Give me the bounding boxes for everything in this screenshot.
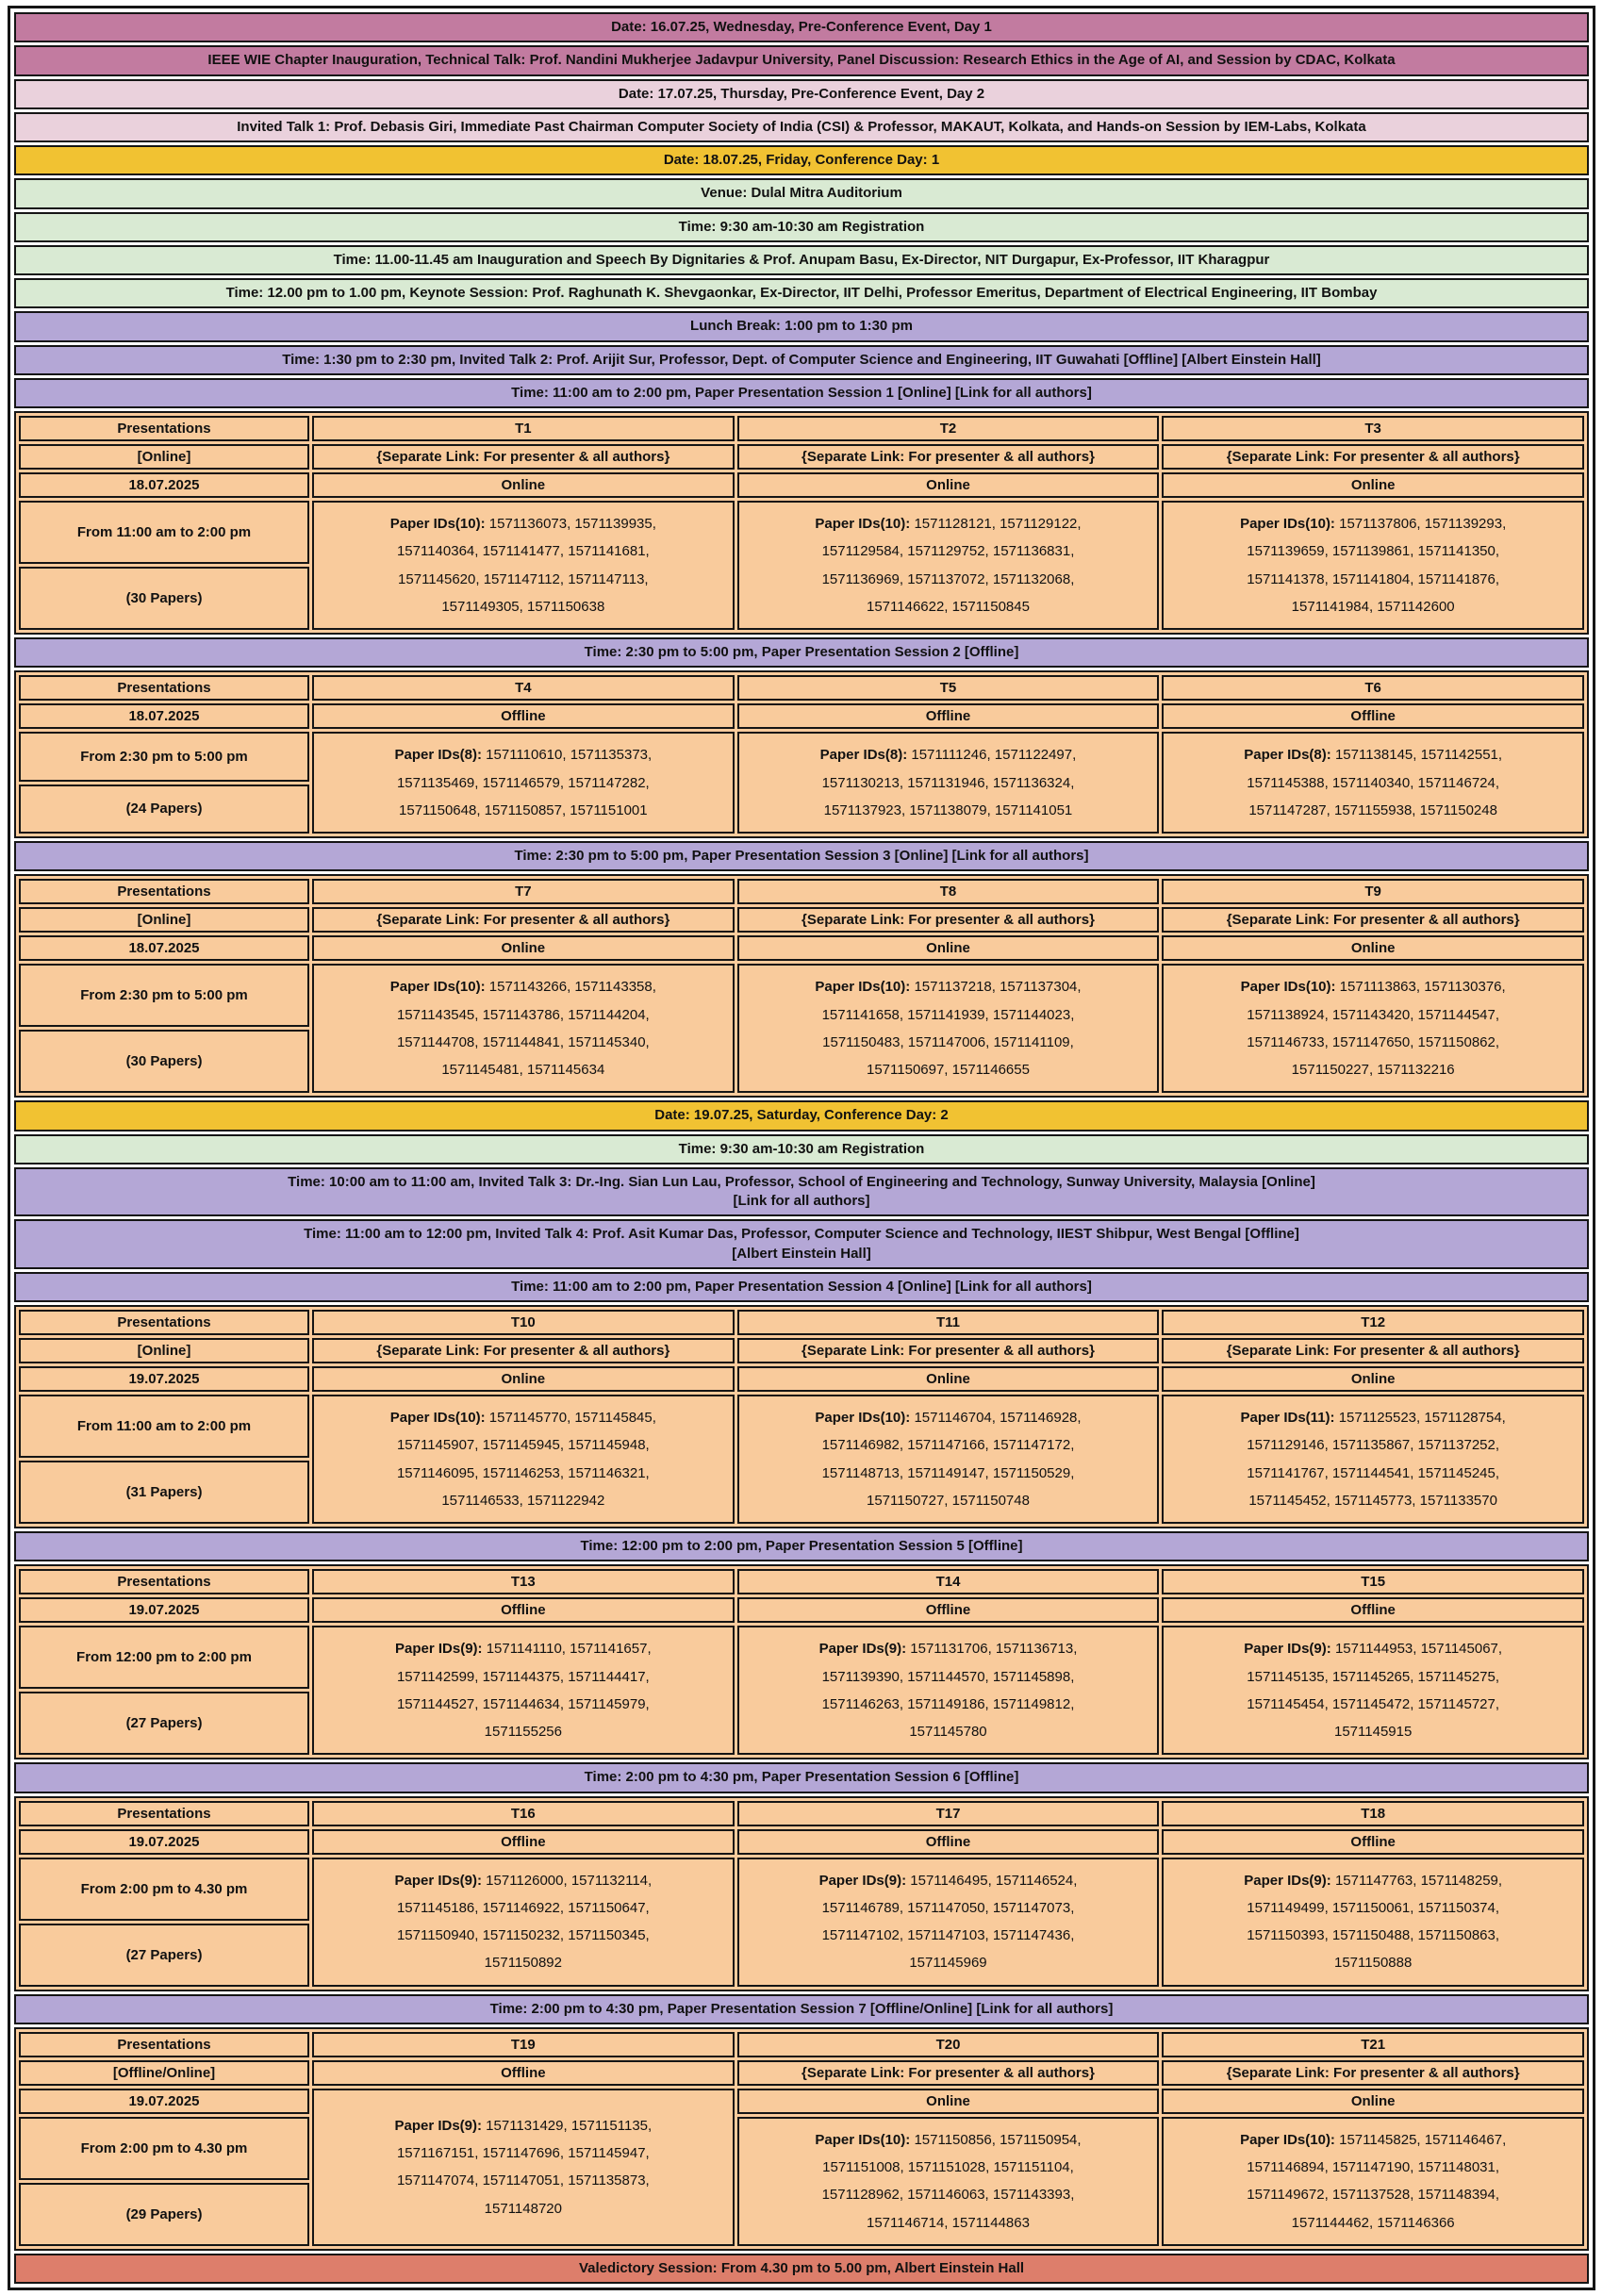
session-6-header: Time: 2:00 pm to 4:30 pm, Paper Presentation Session 6 [Offline] <box>14 1762 1589 1792</box>
paper-ids-cell-t16 <box>312 1858 735 1987</box>
paper-ids-list: 1571131706, 1571136713, 1571139390, 1571144570, 1571145898, 1571146263, 1571149186, 1571149812, 1571145780 <box>821 1641 1078 1740</box>
session-4-grid <box>14 1305 1589 1528</box>
banner-conference-day1-date: Date: 18.07.25, Friday, Conference Day: 1 <box>14 145 1589 175</box>
presentations-label: Presentations <box>19 416 309 441</box>
session-6-grid <box>14 1796 1589 1991</box>
banner-invited-talk-2: Time: 1:30 pm to 2:30 pm, Invited Talk 2: Prof. Arijit Sur, Professor, Dept. of Computer Science and Engineering, IIT Guwahati [Offline] [Albert Einstein Hall] <box>14 345 1589 375</box>
paper-ids-label: Paper IDs(10): <box>389 516 486 532</box>
paper-ids-list: 1571141110, 1571141657, 1571142599, 1571144375, 1571144417, 1571144527, 1571144634, 1571145979, 1571155256 <box>396 1641 652 1740</box>
session-1-header: Time: 11:00 am to 2:00 pm, Paper Presentation Session 1 [Online] [Link for all authors] <box>14 378 1589 408</box>
paper-ids-list: 1571113863, 1571130376, 1571138924, 1571143420, 1571144547, 1571146733, 1571147650, 1571150862, 1571150227, 1571132216 <box>1247 979 1506 1078</box>
status-cell: Online <box>1162 472 1584 498</box>
time-range-cell: From 2:30 pm to 5:00 pm <box>19 732 309 781</box>
session-3-grid <box>14 874 1589 1098</box>
paper-ids-label: Paper IDs(10): <box>815 2131 911 2148</box>
paper-ids-list: 1571136073, 1571139935, 1571140364, 1571141477, 1571141681, 1571145620, 1571147112, 1571147113, 1571149305, 1571150638 <box>396 516 656 615</box>
track-header-t19: T19 <box>312 2032 735 2057</box>
paper-ids-label: Paper IDs(9): <box>1244 1872 1331 1889</box>
paper-ids-label: Paper IDs(9): <box>394 2117 482 2134</box>
paper-ids-label: Paper IDs(9): <box>1244 1641 1331 1658</box>
status-cell: Online <box>312 472 735 498</box>
paper-ids-cell-t13 <box>312 1626 735 1755</box>
paper-count-cell: (27 Papers) <box>19 1924 309 1987</box>
track-header-t17: T17 <box>737 1801 1160 1826</box>
status-cell: Offline <box>312 1597 735 1623</box>
separate-link-cell: {Separate Link: For presenter & all authors} <box>1162 444 1584 470</box>
paper-ids-label: Paper IDs(9): <box>818 1641 907 1658</box>
track-header-t4: T4 <box>312 675 735 701</box>
paper-ids-label: Paper IDs(11): <box>1240 1410 1335 1426</box>
paper-ids-cell-t12 <box>1162 1395 1584 1524</box>
conference-schedule-table <box>8 6 1595 2290</box>
paper-ids-label: Paper IDs(10): <box>389 1410 486 1426</box>
paper-ids-label: Paper IDs(10): <box>1240 516 1335 532</box>
status-cell: Online <box>1162 2089 1584 2114</box>
banner-inauguration: Time: 11.00-11.45 am Inauguration and Speech By Dignitaries & Prof. Anupam Basu, Ex-Director, NIT Durgapur, Ex-Professor, IIT Kharagpur <box>14 245 1589 275</box>
separate-link-cell: {Separate Link: For presenter & all authors} <box>1162 1338 1584 1363</box>
track-header-t12: T12 <box>1162 1310 1584 1335</box>
paper-ids-label: Paper IDs(9): <box>818 1872 907 1889</box>
paper-ids-cell-t18 <box>1162 1858 1584 1987</box>
paper-ids-list: 1571111246, 1571122497, 1571130213, 1571131946, 1571136324, 1571137923, 1571138079, 1571141051 <box>821 747 1077 818</box>
paper-ids-cell-t9 <box>1162 964 1584 1093</box>
status-cell: Online <box>737 1366 1160 1392</box>
status-cell: Online <box>312 1366 735 1392</box>
banner-invited-talk-4 <box>14 1219 1589 1269</box>
status-cell: Offline <box>1162 703 1584 729</box>
paper-ids-cell-t3 <box>1162 501 1584 630</box>
status-cell: Offline <box>1162 1597 1584 1623</box>
paper-ids-label: Paper IDs(9): <box>394 1872 482 1889</box>
status-cell: Offline <box>1162 1829 1584 1855</box>
status-cell-t19: Offline <box>312 2060 735 2086</box>
banner-conference-day2-date: Date: 19.07.25, Saturday, Conference Day: 2 <box>14 1100 1589 1131</box>
presentations-label: Presentations <box>19 675 309 701</box>
paper-ids-list: 1571138145, 1571142551, 1571145388, 1571140340, 1571146724, 1571147287, 1571155938, 1571150248 <box>1247 747 1503 818</box>
session-1-grid <box>14 411 1589 635</box>
paper-ids-cell-t17 <box>737 1858 1160 1987</box>
invited-talk-3-line2: [Link for all authors] <box>733 1193 870 1209</box>
track-header-t1: T1 <box>312 416 735 441</box>
banner-venue: Venue: Dulal Mitra Auditorium <box>14 178 1589 208</box>
banner-preconf-day1-date: Date: 16.07.25, Wednesday, Pre-Conference Event, Day 1 <box>14 12 1589 42</box>
separate-link-cell: {Separate Link: For presenter & all authors} <box>737 2060 1160 2086</box>
session-3-header: Time: 2:30 pm to 5:00 pm, Paper Presentation Session 3 [Online] [Link for all authors] <box>14 841 1589 871</box>
banner-registration-day2: Time: 9:30 am-10:30 am Registration <box>14 1134 1589 1165</box>
presentations-label: Presentations <box>19 1310 309 1335</box>
presentations-label: Presentations <box>19 1801 309 1826</box>
paper-ids-list: 1571146704, 1571146928, 1571146982, 1571147166, 1571147172, 1571148713, 1571149147, 1571150529, 1571150727, 1571150748 <box>821 1410 1082 1509</box>
banner-preconf-day2-date: Date: 17.07.25, Thursday, Pre-Conference Event, Day 2 <box>14 79 1589 109</box>
banner-invited-talk-1: Invited Talk 1: Prof. Debasis Giri, Immediate Past Chairman Computer Society of India (CSI) & Professor, MAKAUT, Kolkata, and Hands-on Session by IEM-Labs, Kolkata <box>14 112 1589 142</box>
separate-link-cell: {Separate Link: For presenter & all authors} <box>737 1338 1160 1363</box>
session-7-grid <box>14 2027 1589 2251</box>
track-header-t14: T14 <box>737 1569 1160 1594</box>
banner-keynote: Time: 12.00 pm to 1.00 pm, Keynote Session: Prof. Raghunath K. Shevgaonkar, Ex-Director, IIT Delhi, Professor Emeritus, Department of Electrical Engineering, IIT Bombay <box>14 278 1589 308</box>
paper-ids-label: Paper IDs(8): <box>1244 747 1331 764</box>
paper-count-cell: (30 Papers) <box>19 567 309 630</box>
presentations-label: Presentations <box>19 2032 309 2057</box>
paper-ids-cell-t10 <box>312 1395 735 1524</box>
track-header-t6: T6 <box>1162 675 1584 701</box>
paper-ids-label: Paper IDs(10): <box>1240 979 1336 996</box>
time-range-cell: From 2:00 pm to 4.30 pm <box>19 2117 309 2180</box>
paper-ids-cell-t14 <box>737 1626 1160 1755</box>
time-range-cell: From 12:00 pm to 2:00 pm <box>19 1626 309 1689</box>
paper-ids-list: 1571128121, 1571129122, 1571129584, 1571129752, 1571136831, 1571136969, 1571137072, 1571132068, 1571146622, 1571150845 <box>821 516 1082 615</box>
mode-cell: [Online] <box>19 444 309 470</box>
mode-cell: [Online] <box>19 907 309 933</box>
track-header-t13: T13 <box>312 1569 735 1594</box>
paper-ids-cell-t2 <box>737 501 1160 630</box>
paper-ids-cell-t20 <box>737 2117 1160 2246</box>
session-5-header: Time: 12:00 pm to 2:00 pm, Paper Presentation Session 5 [Offline] <box>14 1531 1589 1561</box>
mode-cell: [Online] <box>19 1338 309 1363</box>
date-cell: 19.07.2025 <box>19 1829 309 1855</box>
separate-link-cell: {Separate Link: For presenter & all authors} <box>312 1338 735 1363</box>
time-range-cell: From 2:00 pm to 4.30 pm <box>19 1858 309 1921</box>
paper-ids-list: 1571144953, 1571145067, 1571145135, 1571145265, 1571145275, 1571145454, 1571145472, 1571145727, 1571145915 <box>1247 1641 1503 1740</box>
track-header-t5: T5 <box>737 675 1160 701</box>
presentations-label: Presentations <box>19 1569 309 1594</box>
session-2-header: Time: 2:30 pm to 5:00 pm, Paper Presentation Session 2 [Offline] <box>14 637 1589 668</box>
status-cell: Online <box>737 935 1160 961</box>
paper-ids-list: 1571131429, 1571151135, 1571167151, 1571147696, 1571145947, 1571147074, 1571147051, 1571135873, 1571148720 <box>396 2117 653 2217</box>
date-cell: 18.07.2025 <box>19 472 309 498</box>
time-range-cell: From 2:30 pm to 5:00 pm <box>19 964 309 1027</box>
separate-link-cell: {Separate Link: For presenter & all authors} <box>1162 2060 1584 2086</box>
session-7-header: Time: 2:00 pm to 4:30 pm, Paper Presentation Session 7 [Offline/Online] [Link for all authors] <box>14 1994 1589 2024</box>
paper-ids-label: Paper IDs(10): <box>1240 2131 1335 2148</box>
date-cell: 18.07.2025 <box>19 935 309 961</box>
paper-ids-list: 1571147763, 1571148259, 1571149499, 1571150061, 1571150374, 1571150393, 1571150488, 1571150863, 1571150888 <box>1247 1872 1503 1972</box>
paper-count-cell: (27 Papers) <box>19 1692 309 1755</box>
date-cell: 19.07.2025 <box>19 1597 309 1623</box>
separate-link-cell: {Separate Link: For presenter & all authors} <box>1162 907 1584 933</box>
paper-ids-cell-t4 <box>312 732 735 834</box>
paper-ids-label: Paper IDs(10): <box>389 979 486 996</box>
paper-ids-cell-t7 <box>312 964 735 1093</box>
session-5-grid <box>14 1564 1589 1759</box>
paper-ids-label: Paper IDs(10): <box>815 979 911 996</box>
paper-ids-label: Paper IDs(8): <box>394 747 482 764</box>
status-cell: Online <box>737 2089 1160 2114</box>
status-cell: Online <box>1162 1366 1584 1392</box>
status-cell: Online <box>737 472 1160 498</box>
track-header-t2: T2 <box>737 416 1160 441</box>
track-header-t15: T15 <box>1162 1569 1584 1594</box>
paper-ids-list: 1571125523, 1571128754, 1571129146, 1571135867, 1571137252, 1571141767, 1571144541, 1571145245, 1571145452, 1571145773, 1571133570 <box>1247 1410 1506 1509</box>
invited-talk-3-line1: Time: 10:00 am to 11:00 am, Invited Talk 3: Dr.-Ing. Sian Lun Lau, Professor, School of Engineering and Technology, Sunway University, Malaysia [Online] <box>288 1173 1315 1190</box>
invited-talk-4-line2: [Albert Einstein Hall] <box>732 1245 871 1262</box>
separate-link-cell: {Separate Link: For presenter & all authors} <box>312 907 735 933</box>
paper-ids-cell-t19 <box>312 2089 735 2246</box>
track-header-t21: T21 <box>1162 2032 1584 2057</box>
paper-ids-label: Paper IDs(10): <box>815 1410 911 1426</box>
track-header-t20: T20 <box>737 2032 1160 2057</box>
paper-ids-list: 1571145770, 1571145845, 1571145907, 1571145945, 1571145948, 1571146095, 1571146253, 1571146321, 1571146533, 1571122942 <box>396 1410 656 1509</box>
session-4-header: Time: 11:00 am to 2:00 pm, Paper Presentation Session 4 [Online] [Link for all authors] <box>14 1272 1589 1302</box>
track-header-t18: T18 <box>1162 1801 1584 1826</box>
paper-count-cell: (30 Papers) <box>19 1030 309 1093</box>
paper-ids-cell-t1 <box>312 501 735 630</box>
session-2-grid <box>14 670 1589 838</box>
status-cell: Online <box>1162 935 1584 961</box>
banner-registration-day1: Time: 9:30 am-10:30 am Registration <box>14 212 1589 242</box>
banner-lunch-break: Lunch Break: 1:00 pm to 1:30 pm <box>14 311 1589 341</box>
banner-invited-talk-3 <box>14 1167 1589 1217</box>
track-header-t8: T8 <box>737 879 1160 904</box>
paper-ids-label: Paper IDs(10): <box>815 516 911 532</box>
date-cell: 18.07.2025 <box>19 703 309 729</box>
paper-ids-label: Paper IDs(9): <box>395 1641 483 1658</box>
track-header-t7: T7 <box>312 879 735 904</box>
separate-link-cell: {Separate Link: For presenter & all authors} <box>312 444 735 470</box>
mode-cell: [Offline/Online] <box>19 2060 309 2086</box>
banner-valedictory-session: Valedictory Session: From 4.30 pm to 5.00 pm, Albert Einstein Hall <box>14 2254 1589 2284</box>
time-range-cell: From 11:00 am to 2:00 pm <box>19 501 309 564</box>
paper-ids-label: Paper IDs(8): <box>819 747 908 764</box>
banner-preconf-day1-events: IEEE WIE Chapter Inauguration, Technical Talk: Prof. Nandini Mukherjee Jadavpur University, Panel Discussion: Research Ethics in the Age of AI, and Session by CDAC, Kolkata <box>14 45 1589 75</box>
status-cell: Offline <box>737 1829 1160 1855</box>
status-cell: Online <box>312 935 735 961</box>
paper-ids-cell-t11 <box>737 1395 1160 1524</box>
separate-link-cell: {Separate Link: For presenter & all authors} <box>737 444 1160 470</box>
paper-count-cell: (24 Papers) <box>19 785 309 834</box>
paper-ids-list: 1571150856, 1571150954, 1571151008, 1571151028, 1571151104, 1571128962, 1571146063, 1571143393, 1571146714, 1571144863 <box>821 2131 1082 2231</box>
paper-ids-list: 1571137218, 1571137304, 1571141658, 1571141939, 1571144023, 1571150483, 1571147006, 1571141109, 1571150697, 1571146655 <box>821 979 1082 1078</box>
paper-ids-list: 1571143266, 1571143358, 1571143545, 1571143786, 1571144204, 1571144708, 1571144841, 1571145340, 1571145481, 1571145634 <box>396 979 656 1078</box>
paper-ids-list: 1571145825, 1571146467, 1571146894, 1571147190, 1571148031, 1571149672, 1571137528, 1571148394, 1571144462, 1571146366 <box>1247 2131 1507 2231</box>
paper-ids-cell-t15 <box>1162 1626 1584 1755</box>
paper-ids-list: 1571137806, 1571139293, 1571139659, 1571139861, 1571141350, 1571141378, 1571141804, 1571141876, 1571141984, 1571142600 <box>1247 516 1507 615</box>
paper-ids-cell-t8 <box>737 964 1160 1093</box>
track-header-t10: T10 <box>312 1310 735 1335</box>
track-header-t3: T3 <box>1162 416 1584 441</box>
paper-count-cell: (31 Papers) <box>19 1461 309 1524</box>
track-header-t9: T9 <box>1162 879 1584 904</box>
date-cell: 19.07.2025 <box>19 1366 309 1392</box>
track-header-t16: T16 <box>312 1801 735 1826</box>
paper-ids-list: 1571146495, 1571146524, 1571146789, 1571147050, 1571147073, 1571147102, 1571147103, 1571147436, 1571145969 <box>821 1872 1078 1972</box>
status-cell: Offline <box>737 703 1160 729</box>
status-cell: Offline <box>312 1829 735 1855</box>
paper-ids-list: 1571126000, 1571132114, 1571145186, 1571146922, 1571150647, 1571150940, 1571150232, 1571150345, 1571150892 <box>396 1872 653 1972</box>
status-cell: Offline <box>737 1597 1160 1623</box>
paper-ids-cell-t5 <box>737 732 1160 834</box>
paper-ids-cell-t21 <box>1162 2117 1584 2246</box>
invited-talk-4-line1: Time: 11:00 am to 12:00 pm, Invited Talk 4: Prof. Asit Kumar Das, Professor, Computer Science and Technology, IIEST Shibpur, West Bengal [Offline] <box>304 1226 1299 1243</box>
paper-ids-list: 1571110610, 1571135373, 1571135469, 1571146579, 1571147282, 1571150648, 1571150857, 1571151001 <box>396 747 653 818</box>
time-range-cell: From 11:00 am to 2:00 pm <box>19 1395 309 1458</box>
status-cell: Offline <box>312 703 735 729</box>
paper-count-cell: (29 Papers) <box>19 2183 309 2246</box>
track-header-t11: T11 <box>737 1310 1160 1335</box>
separate-link-cell: {Separate Link: For presenter & all authors} <box>737 907 1160 933</box>
date-cell: 19.07.2025 <box>19 2089 309 2114</box>
paper-ids-cell-t6 <box>1162 732 1584 834</box>
presentations-label: Presentations <box>19 879 309 904</box>
